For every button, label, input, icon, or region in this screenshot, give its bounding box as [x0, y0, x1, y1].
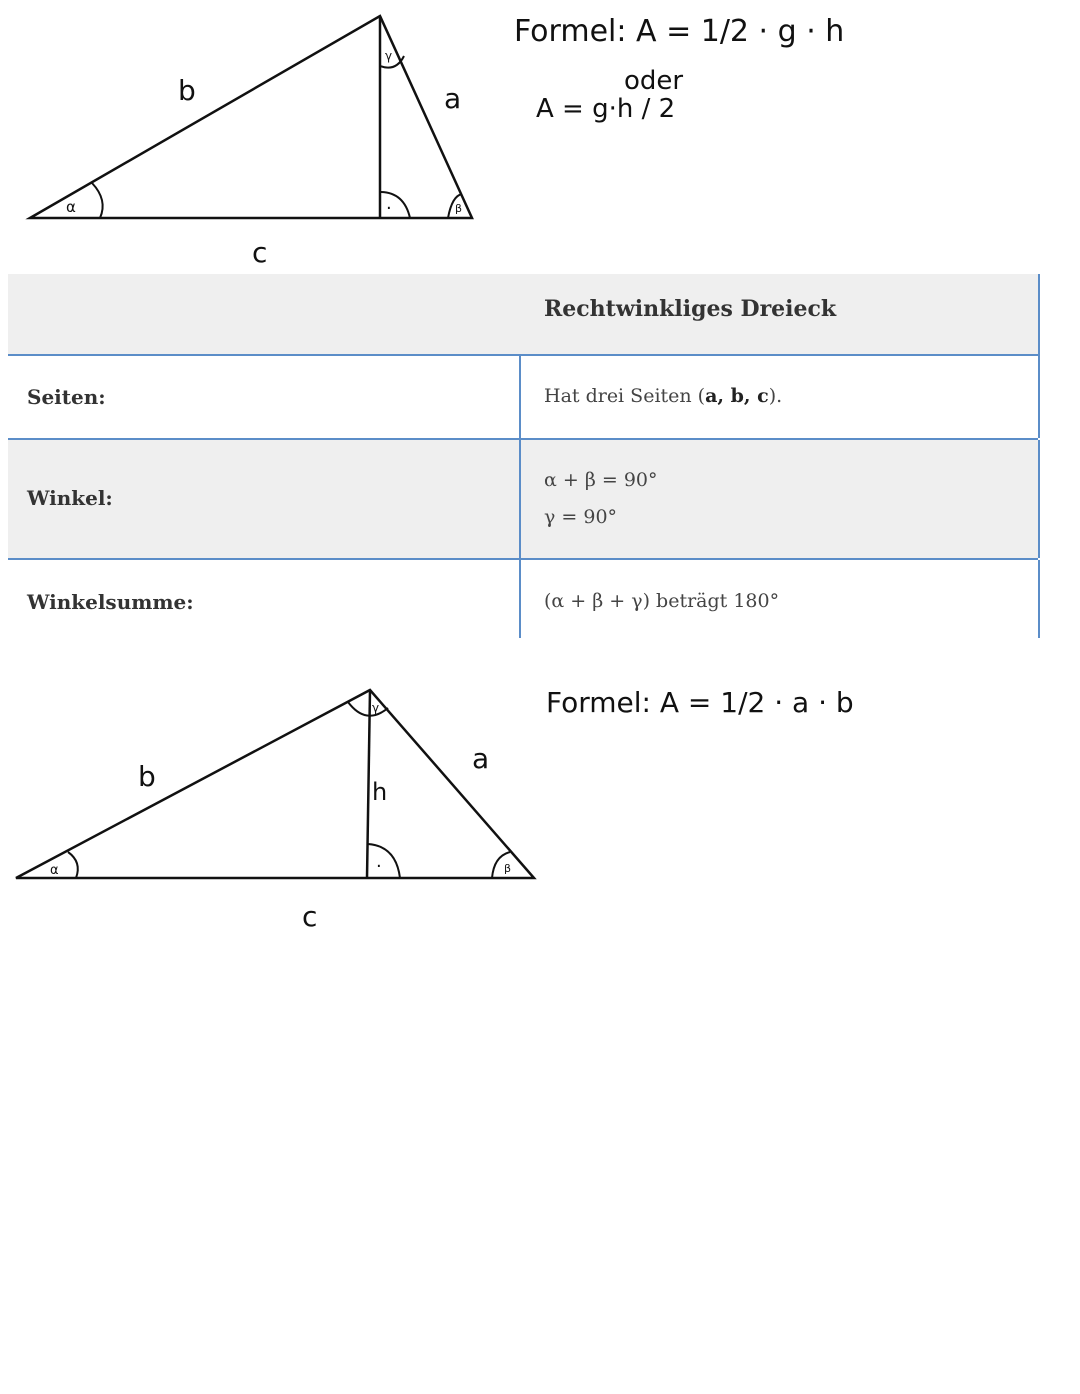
bottom-label-alpha: α [50, 863, 59, 878]
bottom-label-gamma: γ [372, 701, 380, 715]
top-label-b: b [178, 74, 196, 107]
row-value-winkelsumme: (α + β + γ) beträgt 180° [544, 590, 780, 612]
top-formula-line1: Formel: A = 1/2 · g · h [514, 14, 845, 49]
row-value-winkel-line1: α + β = 90° [544, 469, 658, 491]
row-label-winkelsumme: Winkelsumme: [27, 590, 194, 614]
bottom-right-angle-arc [368, 844, 400, 878]
seiten-suffix: ). [768, 385, 783, 407]
bottom-label-a: a [472, 742, 490, 775]
top-formula-line2: A = g·h / 2 [536, 94, 676, 124]
top-formula-or: oder [624, 66, 684, 96]
top-label-alpha: α [66, 198, 76, 216]
top-right-angle-dot: · [386, 198, 392, 219]
top-label-c: c [252, 236, 268, 269]
bottom-label-c: c [302, 900, 318, 933]
bottom-right-angle-dot: · [376, 856, 382, 877]
table-header-title: Rechtwinkliges Dreieck [544, 296, 837, 322]
bottom-label-h: h [372, 778, 388, 806]
bottom-alpha-arc [68, 852, 78, 878]
seiten-bold: a, b, c [705, 385, 769, 407]
top-label-gamma: γ [385, 49, 393, 63]
bottom-formula: Formel: A = 1/2 · a · b [546, 686, 854, 719]
top-label-beta: β [455, 202, 463, 215]
row-label-seiten: Seiten: [27, 385, 106, 409]
bottom-triangle-outline [16, 690, 534, 878]
bottom-label-beta: β [504, 862, 512, 875]
bottom-triangle-height [367, 690, 370, 878]
bottom-label-b: b [138, 760, 156, 793]
row-value-winkel-line2: γ = 90° [544, 506, 618, 528]
seiten-prefix: Hat drei Seiten ( [544, 385, 706, 407]
row-label-winkel: Winkel: [27, 486, 113, 510]
top-label-a: a [444, 82, 462, 115]
